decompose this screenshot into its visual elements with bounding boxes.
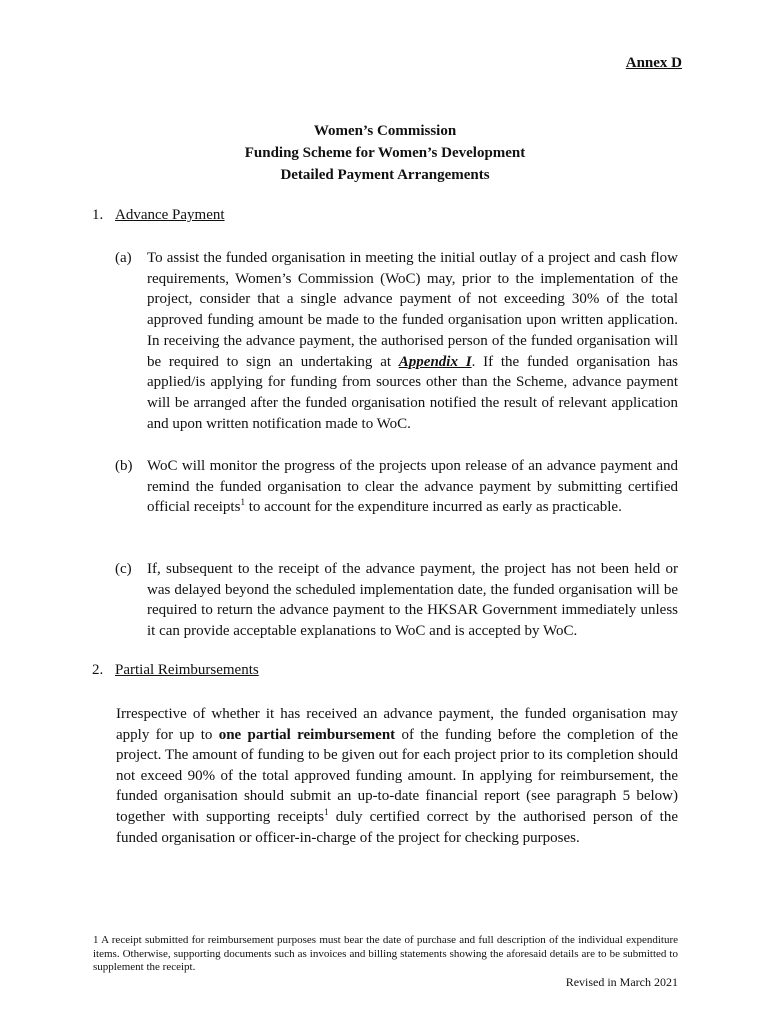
section-2-heading	[92, 662, 259, 679]
item-1c-text: If, subsequent to the receipt of the advance payment, the project has not been held or was delayed beyond the scheduled implementation date, the funded organisation will be required to return the advance payment to the HKSAR Government immediately unless it can provide acceptable explanations to WoC and is accepted by WoC.	[147, 561, 678, 640]
section-2-paragraph	[116, 704, 678, 848]
section-2-number: 2.	[92, 662, 104, 678]
section-1-title: Advance Payment	[115, 207, 225, 223]
footnote-ref: 1	[240, 497, 245, 508]
appendix-reference: Appendix I	[398, 353, 472, 370]
footnote	[93, 934, 678, 975]
section-2-bold-text: one partial reimbursement	[218, 726, 396, 743]
item-1b	[115, 456, 678, 518]
item-1a	[115, 248, 678, 434]
item-1a-text-part: To assist the funded organisation in meeting the initial outlay of a project and cash flow requirements, Women’s Commission (WoC) may, prior to the implementation of the project, consider that a single advance payment of not exceeding 30% of the total approved funding amount be made to the funded organisation upon written application. In receiving the advance payment, the authorised person of the funded organisation will be required to sign an undertaking at	[147, 250, 678, 370]
section-1-heading	[92, 207, 225, 224]
item-1b-label: (b)	[115, 458, 133, 474]
footnote-number: 1	[93, 934, 99, 946]
section-2-title: Partial Reimbursements	[115, 662, 259, 678]
item-1b-text-part: WoC will monitor the progress of the projects upon release of an advance payment and remind the funded organisation to clear the advance payment by submitting certified official receipts	[147, 458, 678, 516]
revision-date: Revised in March 2021	[565, 975, 678, 989]
annex-label: Annex D	[625, 55, 682, 71]
item-1a-label: (a)	[115, 250, 132, 266]
section-2-text-part: of the funding before the completion of the project. The amount of funding to be given out for each project prior to its completion should not exceed 90% of the total approved funding amount. In applying for reimbursement, the funded organisation should submit an up-to-date financial report (see paragraph 5 below) together with supporting receipts	[116, 726, 679, 825]
item-1b-text	[147, 456, 678, 518]
item-1a-text-part: . If the funded organisation has applied/is applying for funding from sources other than the Scheme, advance payment will be arranged after the funded organisation notified the result of relevant application and upon written notification made to WoC.	[147, 353, 678, 432]
section-1-number: 1.	[92, 207, 104, 223]
item-1c-label: (c)	[115, 561, 132, 577]
item-1b-text-part: to account for the expenditure incurred as early as practicable.	[244, 499, 622, 516]
footnote-ref: 1	[324, 806, 329, 817]
footnote-text: A receipt submitted for reimbursement purposes must bear the date of purchase and full description of the individual expenditure items. Otherwise, supporting documents such as invoices and billing statements showing the aforesaid details are to be submitted to supplement the receipt.	[93, 934, 678, 973]
title-line-3: Detailed Payment Arrangements	[280, 167, 490, 183]
document-title	[0, 120, 770, 186]
title-line-2: Funding Scheme for Women’s Development	[244, 145, 526, 161]
section-2-text-part: duly certified correct by the authorised person of the funded organisation or officer-in-charge of the project for checking purposes.	[116, 808, 678, 846]
item-1a-text	[147, 248, 678, 434]
item-1c	[115, 559, 678, 642]
section-2-text-part: Irrespective of whether it has received an advance payment, the funded organisation may apply for up to	[116, 706, 678, 743]
title-line-1: Women’s Commission	[313, 123, 457, 139]
